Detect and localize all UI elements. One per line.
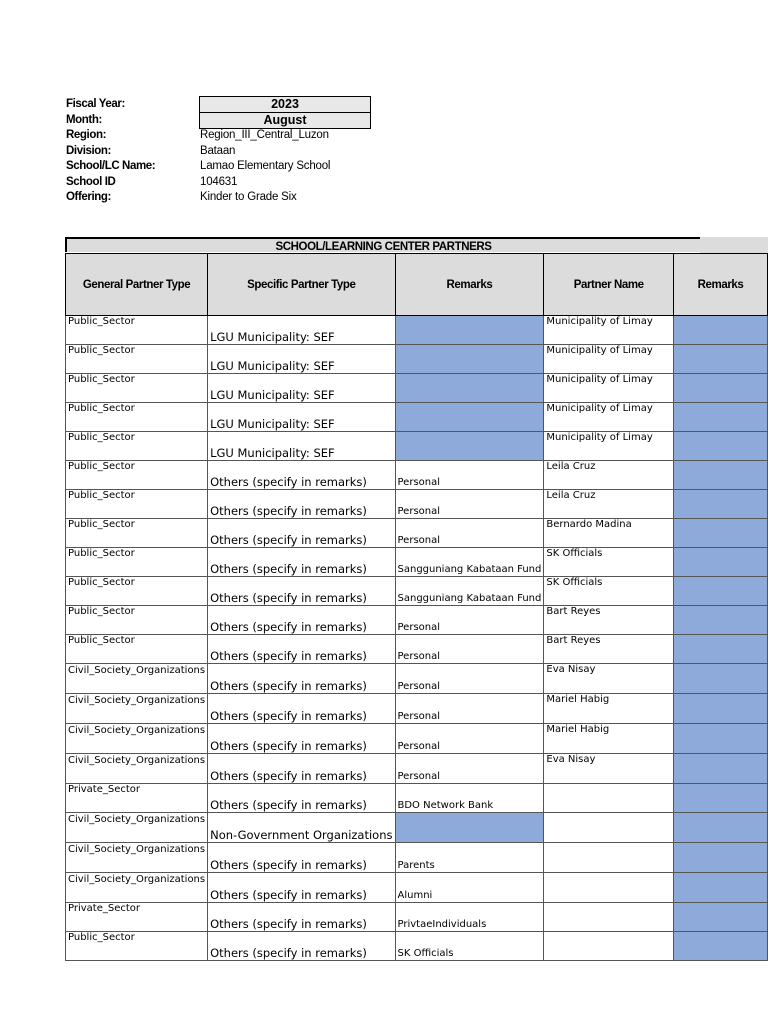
remarks-2-cell[interactable]	[673, 374, 767, 403]
remarks-cell[interactable]: Personal	[395, 606, 544, 635]
specific-partner-type-cell[interactable]: LGU Municipality: SEF	[208, 316, 395, 345]
remarks-2-cell[interactable]	[673, 432, 767, 461]
specific-partner-type-cell[interactable]: Others (specify in remarks)	[208, 754, 395, 784]
specific-partner-type-cell[interactable]: Others (specify in remarks)	[208, 664, 395, 694]
general-partner-type-cell[interactable]: Civil_Society_Organizations	[66, 664, 208, 694]
remarks-2-cell[interactable]	[673, 345, 767, 374]
region-row	[66, 127, 386, 143]
partner-name-cell[interactable]: Municipality of Limay	[544, 316, 674, 345]
remarks-2-cell[interactable]	[673, 519, 767, 548]
remarks-cell[interactable]	[395, 316, 544, 345]
table-header-row	[66, 254, 768, 316]
specific-partner-type-cell[interactable]: LGU Municipality: SEF	[208, 403, 395, 432]
col-header-remarks-2: Remarks	[673, 254, 767, 316]
school-id-row	[66, 174, 386, 190]
remarks-2-cell[interactable]	[673, 490, 767, 519]
specific-partner-type-cell[interactable]: Others (specify in remarks)	[208, 548, 395, 577]
remarks-2-cell[interactable]	[673, 403, 767, 432]
remarks-cell[interactable]	[395, 432, 544, 461]
remarks-2-cell[interactable]	[673, 548, 767, 577]
table-row	[66, 932, 768, 961]
partner-name-cell[interactable]: Leila Cruz	[544, 461, 674, 490]
remarks-cell[interactable]: PrivtaeIndividuals	[395, 903, 544, 932]
remarks-cell[interactable]	[395, 345, 544, 374]
specific-partner-type-cell[interactable]: Others (specify in remarks)	[208, 490, 395, 519]
partner-name-cell[interactable]: Municipality of Limay	[544, 374, 674, 403]
specific-partner-type-cell[interactable]: Others (specify in remarks)	[208, 635, 395, 664]
remarks-2-cell[interactable]	[673, 903, 767, 932]
table-row	[66, 577, 768, 606]
general-partner-type-cell[interactable]: Public_Sector	[66, 606, 208, 635]
table-row	[66, 432, 768, 461]
col-header-remarks: Remarks	[395, 254, 544, 316]
partner-name-cell[interactable]	[544, 843, 674, 873]
remarks-cell[interactable]: Personal	[395, 635, 544, 664]
general-partner-type-cell[interactable]: Public_Sector	[66, 932, 208, 961]
specific-partner-type-cell[interactable]: Non-Government Organizations	[208, 813, 395, 843]
remarks-cell[interactable]: Personal	[395, 754, 544, 784]
table-row	[66, 374, 768, 403]
table-row	[66, 635, 768, 664]
school-name-value: Lamao Elementary School	[200, 160, 331, 172]
remarks-cell[interactable]: Personal	[395, 664, 544, 694]
specific-partner-type-cell[interactable]: LGU Municipality: SEF	[208, 345, 395, 374]
partner-name-cell[interactable]: Eva Nisay	[544, 754, 674, 784]
table-row	[66, 519, 768, 548]
region-label: Region:	[66, 129, 106, 141]
table-row	[66, 316, 768, 345]
specific-partner-type-cell[interactable]: LGU Municipality: SEF	[208, 432, 395, 461]
specific-partner-type-cell[interactable]: Others (specify in remarks)	[208, 577, 395, 606]
remarks-2-cell[interactable]	[673, 635, 767, 664]
remarks-cell[interactable]: Personal	[395, 519, 544, 548]
remarks-cell[interactable]: Personal	[395, 694, 544, 724]
division-value: Bataan	[200, 145, 236, 157]
table-row	[66, 490, 768, 519]
table-body	[66, 316, 768, 961]
table-row	[66, 664, 768, 694]
school-id-label: School ID	[66, 176, 116, 188]
table-row	[66, 606, 768, 635]
specific-partner-type-cell[interactable]: Others (specify in remarks)	[208, 784, 395, 813]
table-row	[66, 754, 768, 784]
general-partner-type-cell[interactable]: Public_Sector	[66, 461, 208, 490]
table-row	[66, 903, 768, 932]
month-row	[66, 112, 386, 128]
general-partner-type-cell[interactable]: Private_Sector	[66, 903, 208, 932]
remarks-2-cell[interactable]	[673, 316, 767, 345]
remarks-2-cell[interactable]	[673, 813, 767, 843]
partner-name-cell[interactable]: Bernardo Madina	[544, 519, 674, 548]
specific-partner-type-cell[interactable]: Others (specify in remarks)	[208, 843, 395, 873]
specific-partner-type-cell[interactable]: Others (specify in remarks)	[208, 606, 395, 635]
general-partner-type-cell[interactable]: Civil_Society_Organizations	[66, 754, 208, 784]
table-row	[66, 813, 768, 843]
remarks-2-cell[interactable]	[673, 754, 767, 784]
remarks-cell[interactable]: Alumni	[395, 873, 544, 903]
partner-name-cell[interactable]: Bart Reyes	[544, 635, 674, 664]
remarks-2-cell[interactable]	[673, 461, 767, 490]
specific-partner-type-cell[interactable]: Others (specify in remarks)	[208, 873, 395, 903]
general-partner-type-cell[interactable]: Public_Sector	[66, 577, 208, 606]
partner-name-cell[interactable]: Bart Reyes	[544, 606, 674, 635]
remarks-cell[interactable]	[395, 403, 544, 432]
table-row	[66, 694, 768, 724]
table-row	[66, 784, 768, 813]
table-row	[66, 548, 768, 577]
specific-partner-type-cell[interactable]: Others (specify in remarks)	[208, 694, 395, 724]
partner-name-cell[interactable]	[544, 873, 674, 903]
partner-name-cell[interactable]: SK Officials	[544, 577, 674, 606]
remarks-2-cell[interactable]	[673, 843, 767, 873]
general-partner-type-cell[interactable]: Civil_Society_Organizations	[66, 724, 208, 754]
offering-row	[66, 189, 386, 205]
general-partner-type-cell[interactable]: Civil_Society_Organizations	[66, 843, 208, 873]
remarks-2-cell[interactable]	[673, 577, 767, 606]
division-row	[66, 143, 386, 159]
general-partner-type-cell[interactable]: Public_Sector	[66, 548, 208, 577]
partner-name-cell[interactable]: Municipality of Limay	[544, 432, 674, 461]
partner-name-cell[interactable]: Municipality of Limay	[544, 403, 674, 432]
division-label: Division:	[66, 145, 111, 157]
partner-name-cell[interactable]: Mariel Habig	[544, 724, 674, 754]
remarks-2-cell[interactable]	[673, 932, 767, 961]
table-row	[66, 461, 768, 490]
remarks-cell[interactable]: BDO Network Bank	[395, 784, 544, 813]
school-id-value: 104631	[200, 176, 238, 188]
partner-name-cell[interactable]: Mariel Habig	[544, 694, 674, 724]
general-partner-type-cell[interactable]: Public_Sector	[66, 316, 208, 345]
remarks-cell[interactable]: Personal	[395, 490, 544, 519]
remarks-cell[interactable]: Parents	[395, 843, 544, 873]
remarks-cell[interactable]	[395, 374, 544, 403]
table-title: SCHOOL/LEARNING CENTER PARTNERS	[65, 237, 700, 252]
remarks-2-cell[interactable]	[673, 606, 767, 635]
table-row	[66, 345, 768, 374]
table-row	[66, 403, 768, 432]
general-partner-type-cell[interactable]: Civil_Society_Organizations	[66, 873, 208, 903]
partner-name-cell[interactable]	[544, 903, 674, 932]
general-partner-type-cell[interactable]: Public_Sector	[66, 374, 208, 403]
table-row	[66, 843, 768, 873]
remarks-cell[interactable]: Sangguniang Kabataan Fund	[395, 548, 544, 577]
col-header-general-partner-type: General Partner Type	[66, 254, 208, 316]
school-name-label: School/LC Name:	[66, 160, 156, 172]
partners-table	[65, 253, 768, 961]
remarks-cell[interactable]: Sangguniang Kabataan Fund	[395, 577, 544, 606]
partner-name-cell[interactable]: Eva Nisay	[544, 664, 674, 694]
partner-name-cell[interactable]	[544, 784, 674, 813]
remarks-cell[interactable]: Personal	[395, 461, 544, 490]
general-partner-type-cell[interactable]: Public_Sector	[66, 519, 208, 548]
offering-label: Offering:	[66, 191, 111, 203]
remarks-cell[interactable]: Personal	[395, 724, 544, 754]
month-label: Month:	[66, 114, 102, 126]
remarks-cell[interactable]	[395, 813, 544, 843]
region-value: Region_III_Central_Luzon	[200, 129, 329, 141]
partner-name-cell[interactable]: Municipality of Limay	[544, 345, 674, 374]
general-partner-type-cell[interactable]: Private_Sector	[66, 784, 208, 813]
remarks-2-cell[interactable]	[673, 664, 767, 694]
specific-partner-type-cell[interactable]: Others (specify in remarks)	[208, 724, 395, 754]
general-partner-type-cell[interactable]: Public_Sector	[66, 635, 208, 664]
remarks-2-cell[interactable]	[673, 784, 767, 813]
general-partner-type-cell[interactable]: Public_Sector	[66, 432, 208, 461]
fiscal-year-value[interactable]: 2023	[199, 96, 371, 113]
col-header-partner-name: Partner Name	[544, 254, 674, 316]
remarks-2-cell[interactable]	[673, 724, 767, 754]
offering-value: Kinder to Grade Six	[200, 191, 297, 203]
school-name-row	[66, 158, 386, 174]
specific-partner-type-cell[interactable]: LGU Municipality: SEF	[208, 374, 395, 403]
general-partner-type-cell[interactable]: Public_Sector	[66, 345, 208, 374]
remarks-2-cell[interactable]	[673, 873, 767, 903]
remarks-2-cell[interactable]	[673, 694, 767, 724]
remarks-cell[interactable]: SK Officials	[395, 932, 544, 961]
general-partner-type-cell[interactable]: Public_Sector	[66, 490, 208, 519]
partner-name-cell[interactable]	[544, 813, 674, 843]
table-row	[66, 873, 768, 903]
partner-name-cell[interactable]	[544, 932, 674, 961]
specific-partner-type-cell[interactable]: Others (specify in remarks)	[208, 932, 395, 961]
general-partner-type-cell[interactable]: Public_Sector	[66, 403, 208, 432]
table-row	[66, 724, 768, 754]
specific-partner-type-cell[interactable]: Others (specify in remarks)	[208, 903, 395, 932]
general-partner-type-cell[interactable]: Civil_Society_Organizations	[66, 694, 208, 724]
partner-name-cell[interactable]: SK Officials	[544, 548, 674, 577]
general-partner-type-cell[interactable]: Civil_Society_Organizations	[66, 813, 208, 843]
col-header-specific-partner-type: Specific Partner Type	[208, 254, 395, 316]
partner-name-cell[interactable]: Leila Cruz	[544, 490, 674, 519]
fiscal-year-row	[66, 96, 386, 112]
specific-partner-type-cell[interactable]: Others (specify in remarks)	[208, 461, 395, 490]
specific-partner-type-cell[interactable]: Others (specify in remarks)	[208, 519, 395, 548]
fiscal-year-label: Fiscal Year:	[66, 98, 125, 110]
month-value[interactable]: August	[199, 112, 371, 129]
